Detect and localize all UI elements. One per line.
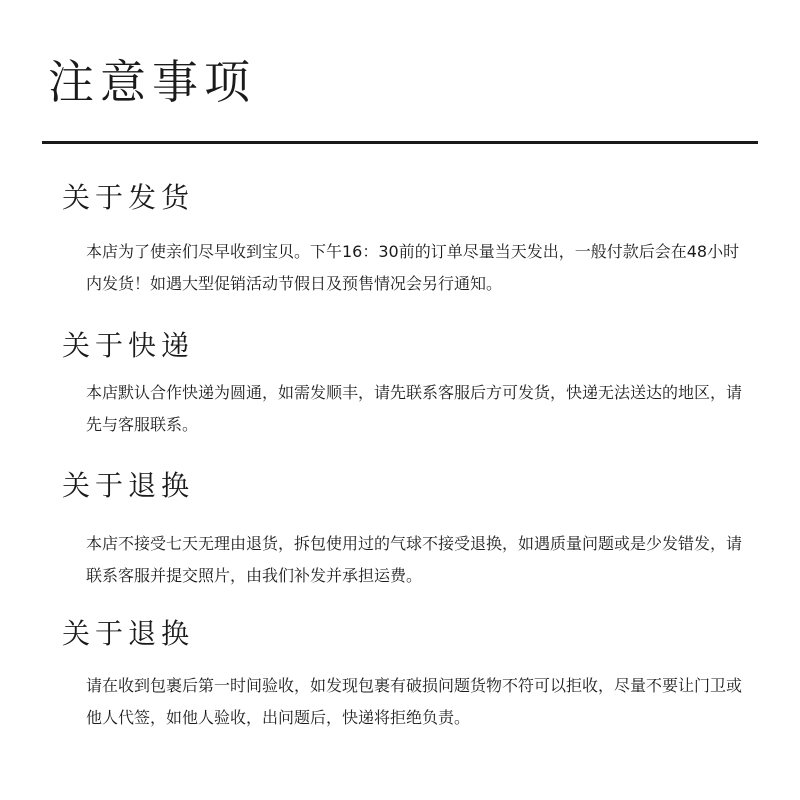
section-body: 请在收到包裹后第一时间验收，如发现包裹有破损问题货物不符可以拒收，尽量不要让门卫或他人代签，如他人验收，出问题后，快递将拒绝负责。	[86, 676, 743, 727]
section-heading: 关于发货	[62, 181, 195, 214]
section-heading: 关于退换	[62, 469, 195, 502]
section-heading: 关于快递	[62, 329, 195, 362]
section-body: 本店为了使亲们尽早收到宝贝。下午16：30前的订单尽量当天发出，一般付款后会在48小时内发货！如遇大型促销活动节假日及预售情况会另行通知。	[86, 242, 740, 293]
section-heading: 关于退换	[62, 617, 195, 650]
page-title: 注意事项	[48, 55, 256, 109]
title-divider	[42, 141, 758, 144]
section-body: 本店不接受七天无理由退货，拆包使用过的气球不接受退换，如遇质量问题或是少发错发，请联系客服并提交照片，由我们补发并承担运费。	[86, 534, 743, 585]
section-body: 本店默认合作快递为圆通，如需发顺丰，请先联系客服后方可发货，快递无法送达的地区，请先与客服联系。	[86, 383, 743, 434]
